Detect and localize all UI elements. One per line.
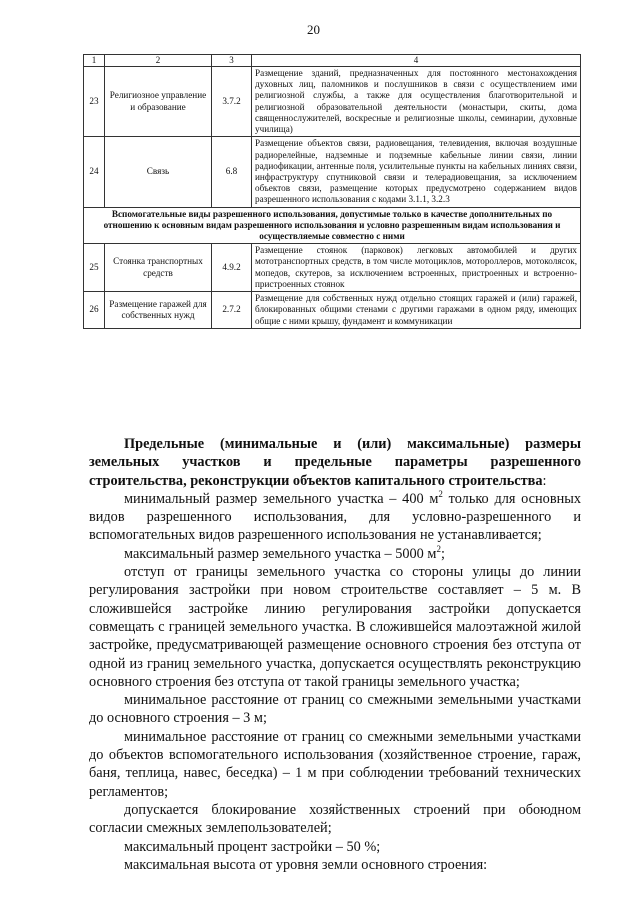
auxiliary-building-distance-paragraph: минимальное расстояние от границ со смежными земельными участками до объектов вспомогательного использования (хозяйственное строение, гараж, баня, теплица, навес, беседка) – 1 м при соблюдении требований технических регламентов; — [89, 728, 581, 800]
use-name: Размещение гаражей для собственных нужд — [105, 292, 212, 329]
use-code: 4.9.2 — [212, 244, 252, 292]
row-number: 26 — [84, 292, 105, 329]
section-title: Вспомогательные виды разрешенного использования, допустимые только в качестве дополнительных по отношению к основным видам разрешенного использования и условно разрешенным видам использования и осуществляемые совместно с ними — [84, 207, 581, 244]
street-setback-paragraph: отступ от границы земельного участка со стороны улицы до линии регулирования застройки при новом строительстве составляет – 5 м. В сложившейся застройке линию регулирования застройки допускается совмещать с границей земельного участка. В сложившейся малоэтажной жилой застройке, предусматривающей размещение основного строения без отступа от одной из границ земельного участка, допускается осуществлять реконструкцию основного строения без отступа от такой границы земельного участка; — [89, 564, 581, 690]
use-code: 3.7.2 — [212, 66, 252, 136]
table-section-row — [84, 207, 581, 244]
max-height-paragraph: максимальная высота от уровня земли основного строения: — [124, 856, 488, 873]
table-row — [84, 66, 581, 136]
use-description: Размещение для собственных нужд отдельно стоящих гаражей и (или) гаражей, блокированных общими стенами с другими гаражами в одном ряду, имеющих общие с ними крышу, фундамент и коммуникации — [252, 292, 581, 329]
row-number: 25 — [84, 244, 105, 292]
use-name: Религиозное управление и образование — [105, 66, 212, 136]
max-area-paragraph — [89, 545, 581, 563]
table-row — [84, 292, 581, 329]
heading-colon: : — [542, 472, 547, 489]
use-name: Стоянка транспортных средств — [105, 244, 212, 292]
table-row — [84, 137, 581, 207]
max-area-text: максимальный размер земельного участка – 5000 м — [124, 545, 437, 562]
heading-text: Предельные (минимальные и (или) максимальные) размеры земельных участков и предельные параметры разрешенного строительства, реконструкции объектов капитального строительства — [89, 436, 581, 489]
column-header-4: 4 — [252, 55, 581, 67]
table-row — [84, 244, 581, 292]
building-parameters — [89, 435, 581, 874]
min-area-text-tail: только для основных видов разрешенного использования, для условно-разрешенного и вспомогательных видов разрешенного использования не устанавливается; — [89, 490, 581, 544]
use-description: Размещение стоянок (парковок) легковых автомобилей и других мототранспортных средств, в том числе мотоциклов, мотороллеров, мотоколясок, мопедов, скутеров, за исключением встроенных, пристроенных и встроенно-пристроенных стоянок — [252, 244, 581, 292]
page-number: 20 — [307, 22, 320, 37]
column-header-2: 2 — [105, 55, 212, 67]
column-header-1: 1 — [84, 55, 105, 67]
min-area-paragraph — [89, 490, 581, 545]
use-description: Размещение зданий, предназначенных для постоянного местонахождения духовных лиц, паломников и послушников в связи с осуществлением ими религиозной службы, а также для осуществления благотворительной и религиозной образовательной деятельности (монастыри, скиты, дома священнослужителей, воскресные и религиозные школы, семинарии, духовные училища) — [252, 66, 581, 136]
column-header-3: 3 — [212, 55, 252, 67]
use-description: Размещение объектов связи, радиовещания, телевидения, включая воздушные радиорелейные, надземные и подземные кабельные линии связи, линии радиофикации, антенные поля, усилительные пункты на кабельных линиях связи, инфраструктуру спутниковой связи и телерадиовещания, за исключением объектов связи, размещение которых предусмотрено содержанием видов разрешенного использования с кодами 3.1.1, 3.2.3 — [252, 137, 581, 207]
max-area-text-tail: ; — [440, 545, 445, 562]
table-header-row — [84, 55, 581, 67]
main-building-distance-paragraph: минимальное расстояние от границ со смежными земельными участками до основного строения – 3 м; — [89, 692, 581, 727]
use-code: 2.7.2 — [212, 292, 252, 329]
use-name: Связь — [105, 137, 212, 207]
row-number: 24 — [84, 137, 105, 207]
use-code: 6.8 — [212, 137, 252, 207]
min-area-text: минимальный размер земельного участка – 400 м — [124, 490, 439, 507]
row-number: 23 — [84, 66, 105, 136]
land-use-table — [83, 54, 581, 329]
max-coverage-paragraph: максимальный процент застройки – 50 %; — [124, 838, 381, 855]
parameters-heading — [89, 435, 581, 490]
max-area-superscript: 2 — [436, 544, 441, 555]
blocking-paragraph: допускается блокирование хозяйственных строений при обоюдном согласии смежных землепользователей; — [89, 801, 581, 837]
min-area-superscript: 2 — [438, 489, 443, 500]
